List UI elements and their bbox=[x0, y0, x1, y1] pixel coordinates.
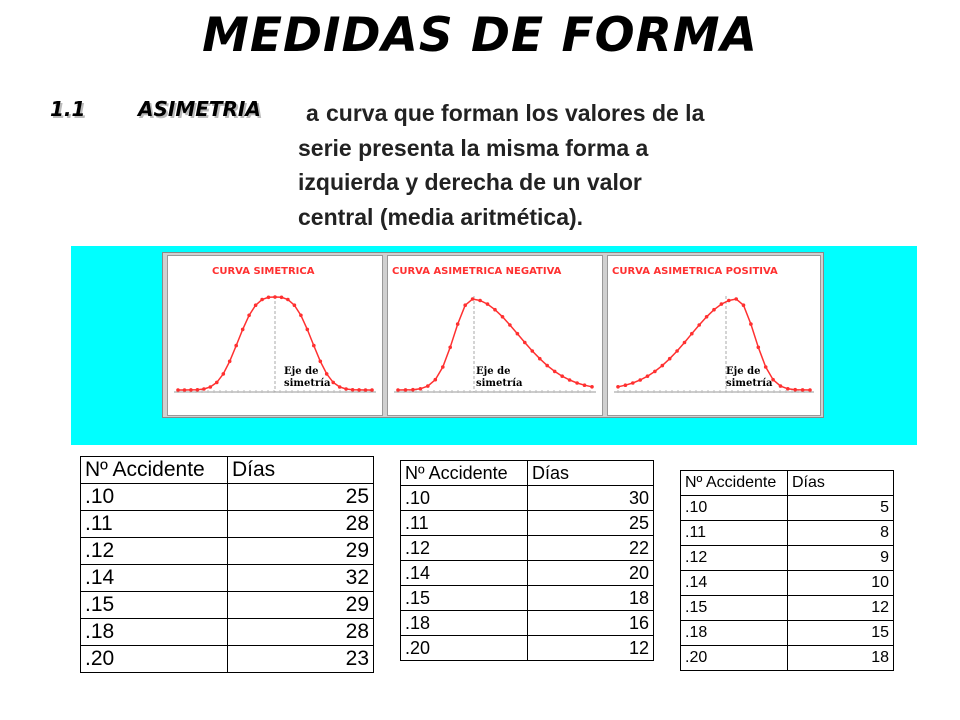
curve-point bbox=[234, 344, 238, 348]
table-row: .18 16 bbox=[401, 611, 654, 636]
table-row: .15 29 bbox=[81, 592, 374, 619]
curve-point bbox=[538, 357, 542, 361]
paragraph-line: curva que forman los valores de la bbox=[326, 100, 705, 126]
curve-point bbox=[638, 378, 642, 382]
symmetric-curve-plot bbox=[168, 256, 382, 415]
curve-point bbox=[396, 388, 400, 392]
curve-point bbox=[228, 360, 232, 364]
curve-point bbox=[351, 388, 355, 392]
curve-point bbox=[176, 388, 180, 392]
curve-point bbox=[183, 388, 187, 392]
negative-skew-panel bbox=[387, 255, 603, 416]
curve-point bbox=[720, 302, 724, 306]
curve-point bbox=[742, 303, 746, 307]
negative-skew-plot bbox=[388, 256, 602, 415]
curve-illustration bbox=[162, 252, 824, 418]
curve-point bbox=[247, 314, 251, 318]
curve-point bbox=[661, 364, 665, 368]
table-row: .14 32 bbox=[81, 565, 374, 592]
curve-point bbox=[675, 349, 679, 353]
curve-point bbox=[478, 299, 482, 303]
curve-point bbox=[411, 388, 415, 392]
curve-point bbox=[202, 387, 206, 391]
curve-point bbox=[404, 388, 408, 392]
curve-point bbox=[683, 341, 687, 345]
table-header-cell: Nº Accidente bbox=[401, 461, 528, 486]
curve-point bbox=[331, 381, 335, 385]
curve-point bbox=[523, 341, 527, 345]
positive-skew-plot bbox=[608, 256, 820, 415]
table-header-cell: Días bbox=[528, 461, 654, 486]
curve-point bbox=[734, 297, 738, 301]
paragraph-line: serie presenta la misma forma a bbox=[298, 134, 649, 161]
section-paragraph bbox=[298, 96, 868, 234]
curve-point bbox=[697, 323, 701, 327]
curve-point bbox=[293, 303, 297, 307]
curve-point bbox=[319, 360, 323, 364]
curve-point bbox=[516, 332, 520, 336]
curve-point bbox=[463, 303, 467, 307]
curve-point bbox=[757, 346, 761, 350]
table-header-cell: Nº Accidente bbox=[681, 471, 788, 496]
page-title: MEDIDAS DE FORMA bbox=[202, 8, 758, 63]
curve-point bbox=[370, 388, 374, 392]
curve-point bbox=[749, 322, 753, 326]
table-row: .14 10 bbox=[681, 571, 894, 596]
curve-point bbox=[508, 323, 512, 327]
section-number: 1.1 bbox=[50, 97, 86, 121]
curve-point bbox=[286, 298, 290, 302]
curve-point bbox=[631, 381, 635, 385]
table-row: .14 20 bbox=[401, 561, 654, 586]
curve-point bbox=[501, 315, 505, 319]
table-row: .11 28 bbox=[81, 511, 374, 538]
paragraph-line: central (media aritmética). bbox=[298, 203, 584, 230]
data-table-2 bbox=[400, 460, 654, 661]
curve-point bbox=[486, 302, 490, 306]
axis-label: Eje de simetría bbox=[476, 366, 523, 389]
table-row: .15 18 bbox=[401, 586, 654, 611]
table-row: .11 8 bbox=[681, 521, 894, 546]
curve-point bbox=[553, 370, 557, 374]
curve-point bbox=[575, 381, 579, 385]
curve-point bbox=[364, 388, 368, 392]
curve-point bbox=[712, 308, 716, 312]
curve-point bbox=[215, 381, 219, 385]
curve-point bbox=[590, 385, 594, 389]
curve-point bbox=[209, 385, 213, 389]
curve-point bbox=[280, 296, 284, 300]
curve-point bbox=[344, 387, 348, 391]
table-row: .10 25 bbox=[81, 484, 374, 511]
curve-point bbox=[306, 328, 310, 332]
table-row: .12 29 bbox=[81, 538, 374, 565]
curve-point bbox=[616, 385, 620, 389]
curve-point bbox=[312, 344, 316, 348]
axis-label: Eje de simetría bbox=[726, 366, 773, 389]
table-row: .12 22 bbox=[401, 536, 654, 561]
table-header-cell: Nº Accidente bbox=[81, 457, 228, 484]
curve-point bbox=[471, 297, 475, 301]
curve-point bbox=[338, 385, 342, 389]
curve-point bbox=[357, 388, 361, 392]
curve-point bbox=[260, 298, 264, 302]
curve-point bbox=[267, 296, 271, 300]
curve-point bbox=[646, 374, 650, 378]
table-row: .12 9 bbox=[681, 546, 894, 571]
curve-point bbox=[786, 387, 790, 391]
curve-point bbox=[441, 365, 445, 369]
table-row: .15 12 bbox=[681, 596, 894, 621]
curve-point bbox=[583, 383, 587, 387]
curve-point bbox=[189, 388, 193, 392]
symmetric-curve-panel bbox=[167, 255, 383, 416]
curve-point bbox=[668, 357, 672, 361]
curve-point bbox=[448, 346, 452, 350]
table-row: .18 28 bbox=[81, 619, 374, 646]
axis-label: Eje de simetría bbox=[284, 366, 331, 389]
curve-point bbox=[801, 388, 805, 392]
curve-point bbox=[653, 370, 657, 374]
curve-point bbox=[690, 332, 694, 336]
panel-title: CURVA SIMETRICA bbox=[212, 266, 315, 277]
curve-point bbox=[299, 314, 303, 318]
curve-point bbox=[568, 378, 572, 382]
table-row: .10 30 bbox=[401, 486, 654, 511]
curve-point bbox=[793, 388, 797, 392]
curve-point bbox=[434, 378, 438, 382]
curve-point bbox=[808, 388, 812, 392]
panel-title: CURVA ASIMETRICA NEGATIVA bbox=[392, 266, 562, 277]
curve-point bbox=[531, 349, 535, 353]
curve-point bbox=[779, 384, 783, 388]
positive-skew-panel bbox=[607, 255, 821, 416]
curve-point bbox=[254, 303, 258, 307]
section-heading: ASIMETRIA bbox=[138, 97, 261, 121]
table-header-cell: Días bbox=[228, 457, 374, 484]
curve-point bbox=[426, 384, 430, 388]
table-row: .20 18 bbox=[681, 646, 894, 671]
table-row: .20 12 bbox=[401, 636, 654, 661]
panel-title: CURVA ASIMETRICA POSITIVA bbox=[612, 266, 778, 277]
data-table-1 bbox=[80, 456, 374, 673]
curve-point bbox=[222, 372, 226, 376]
curve-point bbox=[241, 328, 245, 332]
curve-point bbox=[545, 364, 549, 368]
curve-point bbox=[560, 374, 564, 378]
curve-point bbox=[705, 315, 709, 319]
table-header-cell: Días bbox=[788, 471, 894, 496]
curve-point bbox=[273, 295, 277, 299]
table-row: .10 5 bbox=[681, 496, 894, 521]
curve-point bbox=[624, 383, 628, 387]
paragraph-lead-letter: a bbox=[306, 100, 319, 126]
curve-point bbox=[493, 308, 497, 312]
curve-point bbox=[456, 322, 460, 326]
table-row: .18 15 bbox=[681, 621, 894, 646]
curve-point bbox=[419, 387, 423, 391]
table-row: .20 23 bbox=[81, 646, 374, 673]
curve-point bbox=[196, 388, 200, 392]
data-table-3 bbox=[680, 470, 894, 671]
table-row: .11 25 bbox=[401, 511, 654, 536]
curve-point bbox=[727, 299, 731, 303]
paragraph-line: izquierda y derecha de un valor bbox=[298, 169, 642, 195]
